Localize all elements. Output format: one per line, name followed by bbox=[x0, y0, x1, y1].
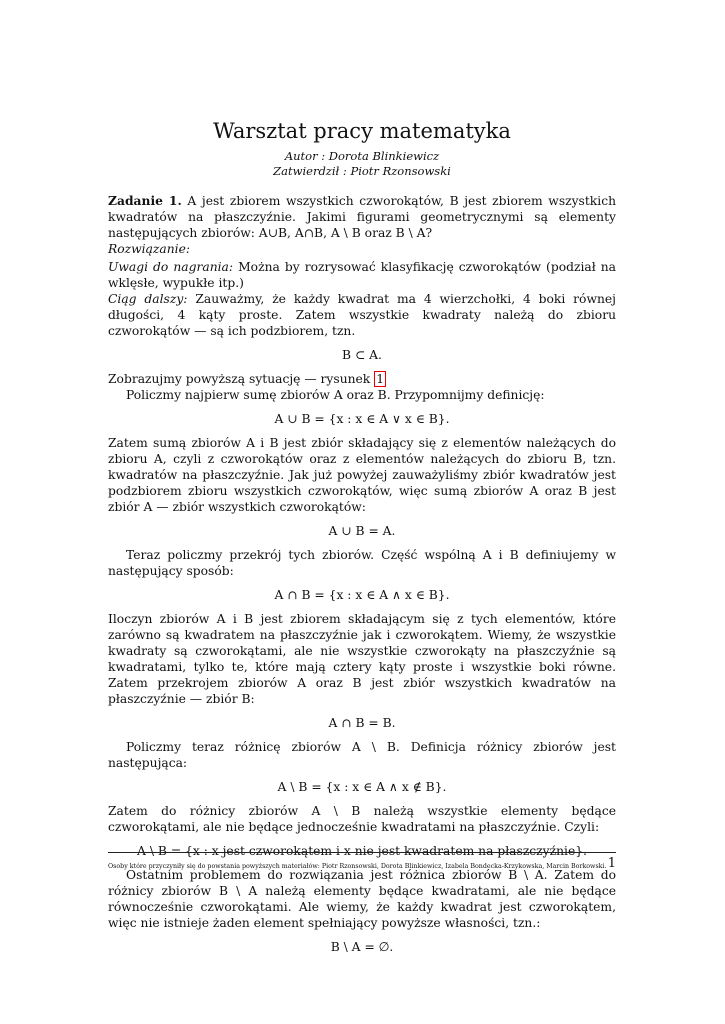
footer-contributors: Osoby które przyczyniły się do powstania powyższych materiałów: Piotr Rzonsowski, Dorota Blinkiewicz, Izabela Bondecka-Krzykowska, Marcin Borkowski. bbox=[108, 863, 607, 870]
approver-line: Zatwierdził : Piotr Rzonsowski bbox=[273, 164, 451, 178]
equation-difference-definition: A \ B = {x : x ∈ A ∧ x ∉ B}. bbox=[277, 780, 447, 794]
solution-label: Rozwiązanie: bbox=[108, 242, 191, 256]
recording-note-text: Można by rozrysować klasyfikację czworokątów (podział na wklęsłe, wypukłe itp.) bbox=[108, 260, 616, 290]
equation-intersection-result: A ∩ B = B. bbox=[328, 716, 396, 730]
equation-empty-set: B \ A = ∅. bbox=[330, 940, 394, 954]
union-intro: Policzmy najpierw sumę zbiorów A oraz B. Przypomnijmy definicję: bbox=[126, 388, 545, 402]
last-problem-paragraph: Ostatnim problemem do rozwiązania jest różnica zbiorów B \ A. Zatem do różnicy zbiorów B \ A należą elementy będące kwadratami, ale nie będące równocześnie czworokątami. Ale wiemy, że każdy kwadrat jest czworokątem, więc nie istnieje żaden element spełniający powyższe własności, tzn.: bbox=[108, 868, 616, 930]
recording-note-label: Uwagi do nagrania: bbox=[108, 260, 234, 274]
intersection-intro: Teraz policzmy przekrój tych zbiorów. Część wspólną A i B definiujemy w następujący sposób: bbox=[108, 548, 616, 578]
recording-note bbox=[108, 259, 616, 291]
union-explanation: Zatem sumą zbiorów A i B jest zbiór składający się z elementów należących do zbioru A, czyli z czworokątów oraz z elementów należących do zbioru B, tzn. kwadratów na płaszczyźnie. Jak już powyżej zauważyliśmy zbiór kwadratów jest podzbiorem zbioru wszystkich czworokątów, więc sumą zbiorów A oraz B jest zbiór A — zbiór wszystkich czworokątów: bbox=[108, 436, 616, 514]
difference-intro: Policzmy teraz różnicę zbiorów A \ B. Definicja różnicy zbiorów jest następująca: bbox=[108, 740, 616, 770]
footer-divider bbox=[108, 852, 616, 853]
page-title: Warsztat pracy matematyka bbox=[213, 119, 511, 143]
intersection-explanation: Iloczyn zbiorów A i B jest zbiorem składającym się z tych elementów, które zarówno są kwadratem na płaszczyźnie jak i czworokątem. Wiemy, że wszystkie kwadraty są czworokątami, ale nie wszystkie czworokąty na płaszczyźnie są kwadratami, tylko te, które mają cztery kąty proste i wszystkie boki równe. Zatem przekrojem zbiorów A oraz B jest zbiór wszystkich kwadratów na płaszczyźnie — zbiór B: bbox=[108, 612, 616, 706]
equation-difference-result: A \ B = {x : x jest czworokątem i x nie jest kwadratem na płaszczyźnie}. bbox=[137, 844, 587, 858]
document-body bbox=[108, 193, 616, 963]
draw-text: Zobrazujmy powyższą sytuację — rysunek bbox=[108, 372, 371, 386]
task-paragraph bbox=[108, 193, 616, 241]
equation-subset: B ⊂ A. bbox=[342, 348, 382, 362]
task-text: A jest zbiorem wszystkich czworokątów, B jest zbiorem wszystkich kwadratów na płaszczyźnie. Jakimi figurami geometrycznymi są elementy następujących zbiorów: A∪B, A∩B, A \ B oraz B \ A? bbox=[108, 194, 616, 240]
continuation-label: Ciąg dalszy: bbox=[108, 292, 188, 306]
figure-reference-link[interactable]: 1 bbox=[376, 372, 385, 386]
page-number: 1 bbox=[607, 856, 616, 871]
continuation-text: Zauważmy, że każdy kwadrat ma 4 wierzchołki, 4 boki równej długości, 4 kąty proste. Zatem wszystkie kwadraty należą do zbioru czworokątów — są ich podzbiorem, tzn. bbox=[108, 292, 616, 338]
difference-explanation: Zatem do różnicy zbiorów A \ B należą wszystkie elementy będące czworokątami, ale nie będące jednocześnie kwadratami na płaszczyźnie. Czyli: bbox=[108, 804, 616, 834]
equation-intersection-definition: A ∩ B = {x : x ∈ A ∧ x ∈ B}. bbox=[274, 588, 450, 602]
author-line: Autor : Dorota Blinkiewicz bbox=[284, 149, 440, 163]
equation-union-definition: A ∪ B = {x : x ∈ A ∨ x ∈ B}. bbox=[274, 412, 450, 426]
equation-union-result: A ∪ B = A. bbox=[328, 524, 396, 538]
document-page bbox=[108, 0, 616, 1024]
continuation-paragraph bbox=[108, 291, 616, 339]
draw-paragraph bbox=[108, 371, 616, 387]
task-label: Zadanie 1. bbox=[108, 193, 182, 208]
